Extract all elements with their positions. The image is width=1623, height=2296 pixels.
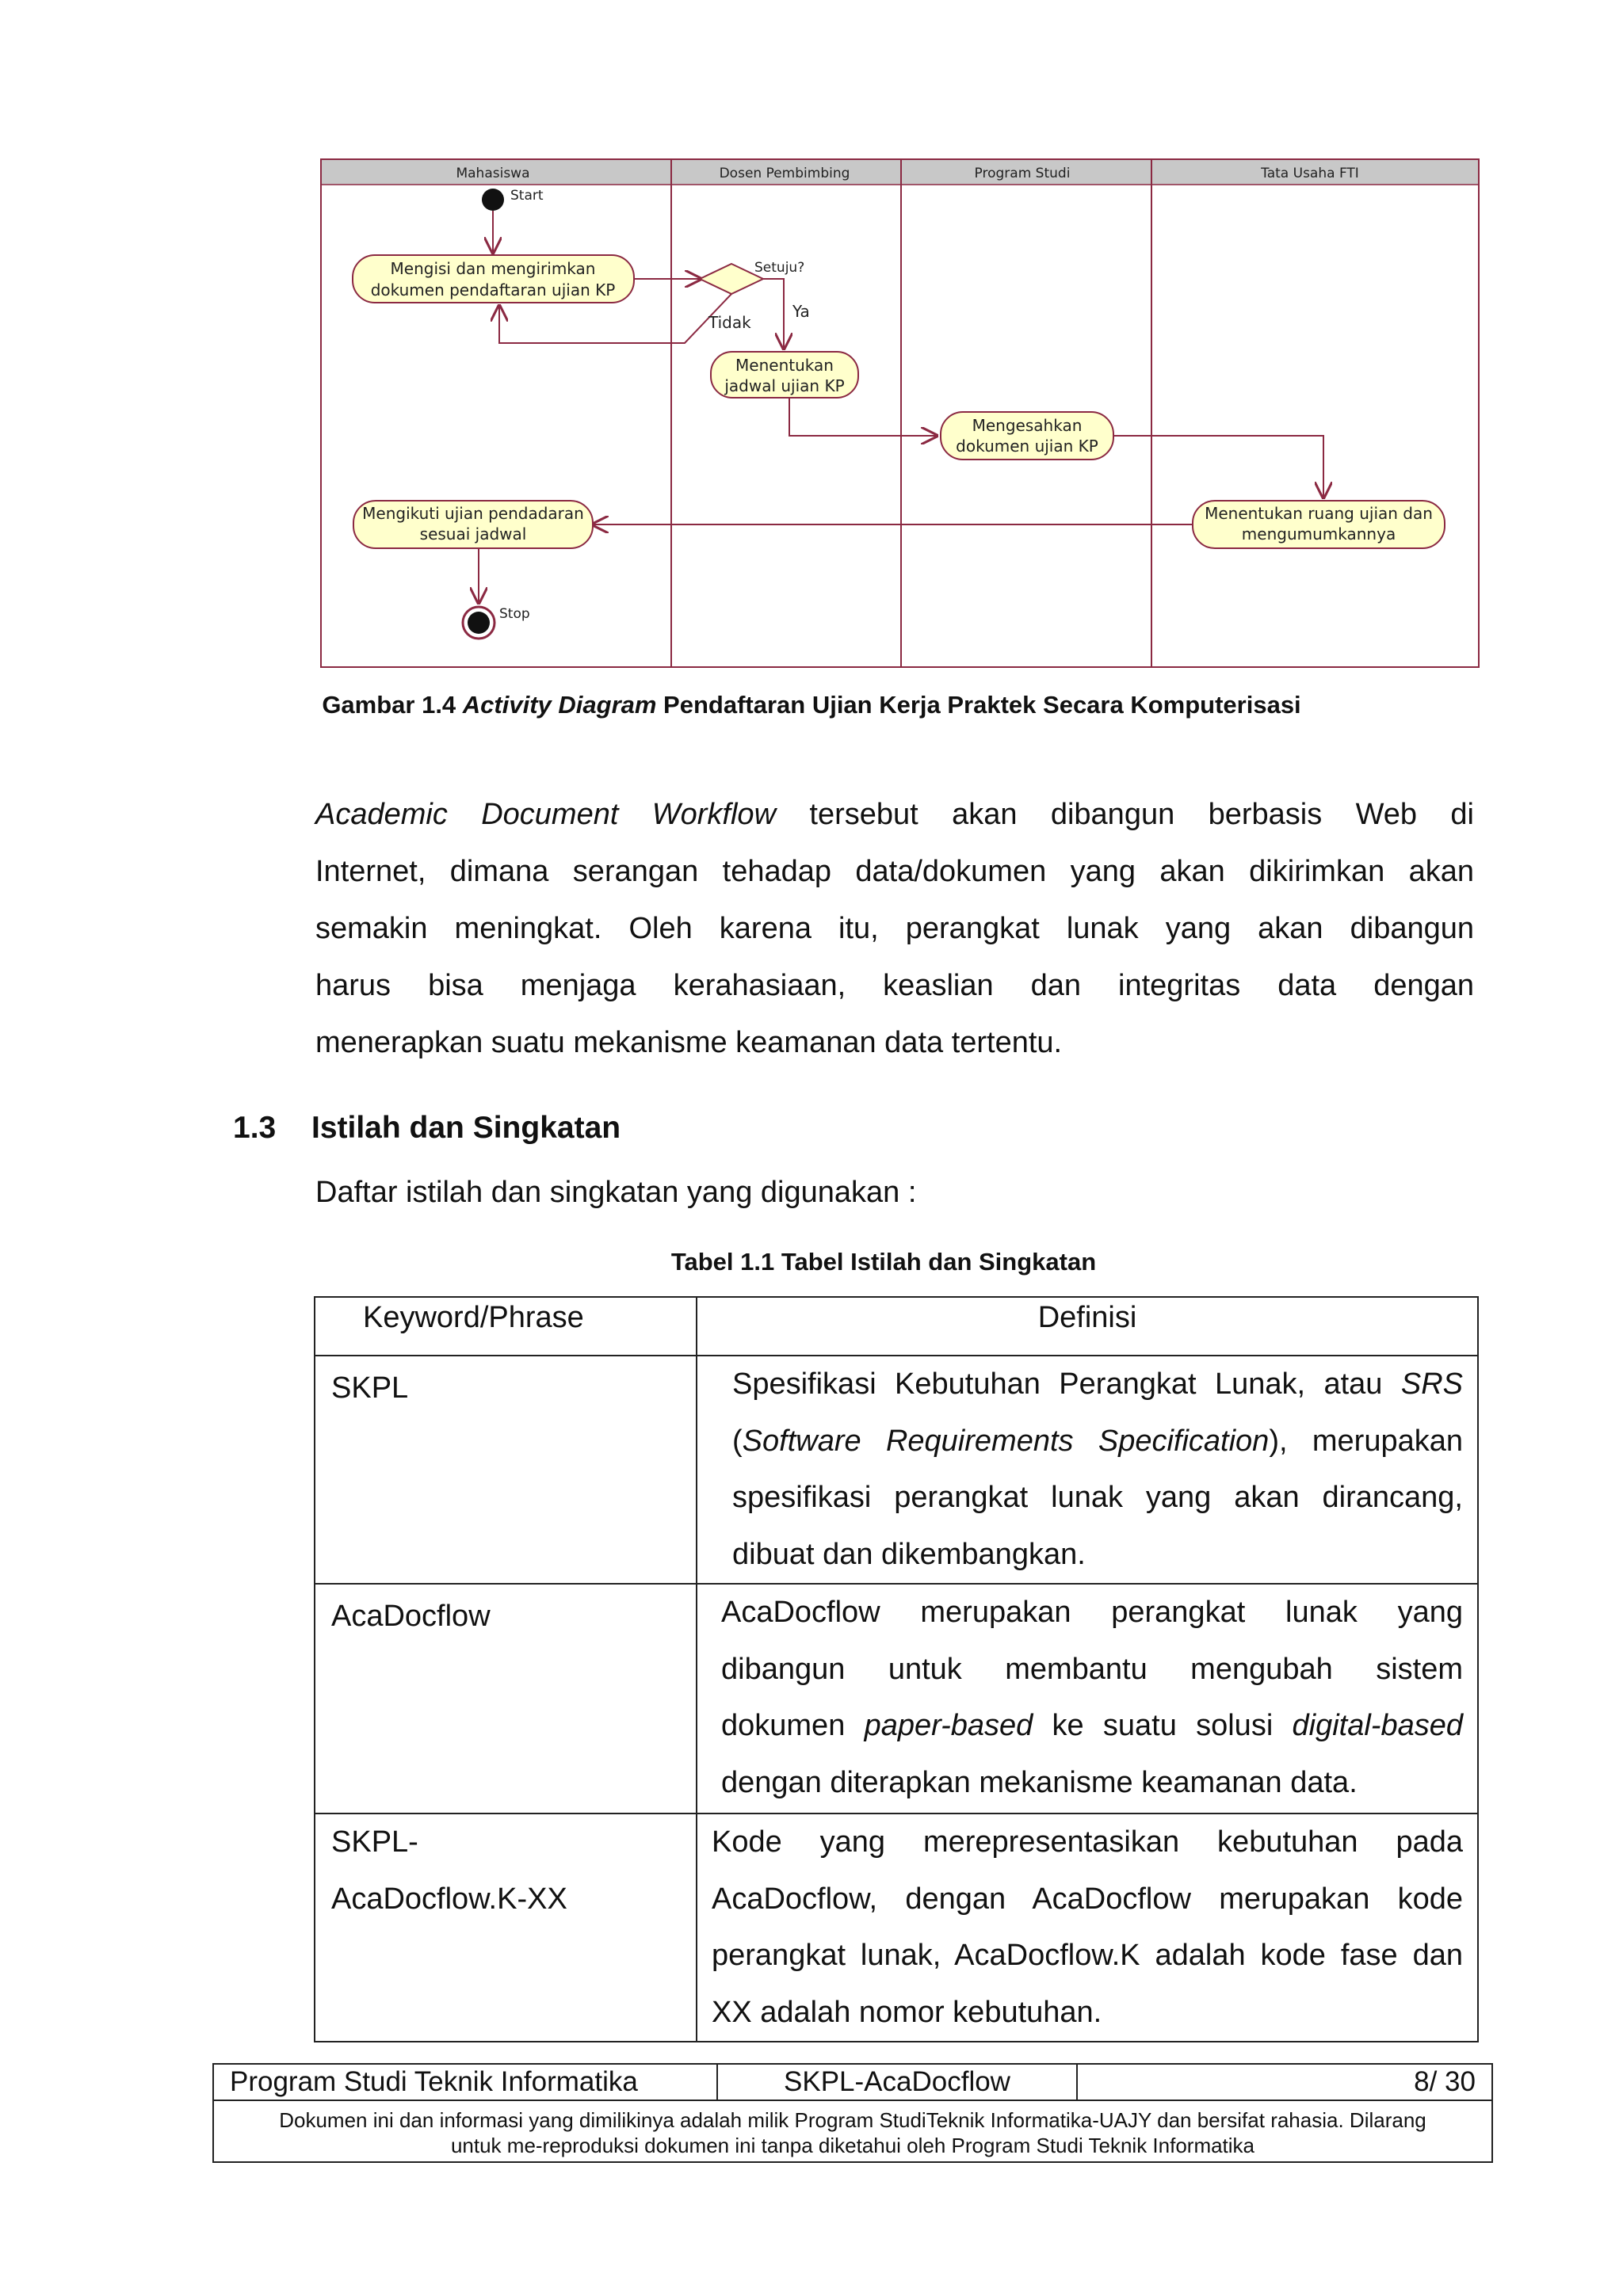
definition-line (721, 1698, 1463, 1755)
paragraph-line: semakin meningkat. Oleh karena itu, perangkat lunak yang akan dibangun (315, 912, 1474, 945)
start-label: Start (510, 188, 544, 204)
paragraph-text: tersebut akan dibangun berbasis Web di (776, 798, 1474, 831)
table-header-row (315, 1297, 1478, 1356)
activity-label: dokumen ujian KP (956, 437, 1098, 456)
table-row (315, 1584, 1478, 1814)
keyword-text: SKPL (331, 1371, 409, 1405)
section-number: 1.3 (233, 1111, 277, 1145)
table-row (315, 1356, 1478, 1584)
paragraph-line: Internet, dimana serangan tehadap data/dokumen yang akan dikirimkan akan (315, 855, 1474, 888)
definition-line: spesifikasi perangkat lunak yang akan dirancang, (732, 1481, 1463, 1514)
definition-line: dibuat dan dikembangkan. (732, 1537, 1086, 1571)
definition-text: Spesifikasi Kebutuhan Perangkat Lunak, atau (732, 1367, 1401, 1401)
paragraph-line: menerapkan suatu mekanisme keamanan data tertentu. (315, 1026, 1063, 1059)
lane-mahasiswa: Mahasiswa (456, 166, 530, 181)
section-title: Istilah dan Singkatan (311, 1111, 621, 1145)
activity-label: Mengisi dan mengirimkan (390, 259, 596, 278)
definition-line: perangkat lunak, AcaDocflow.K adalah kode fase dan (712, 1939, 1463, 1972)
definition-cell (697, 1584, 1478, 1814)
definition-line: dibangun untuk membantu mengubah sistem (721, 1652, 1463, 1686)
table-caption: Tabel 1.1 Tabel Istilah dan Singkatan (670, 1248, 1097, 1276)
activity-diagram (320, 158, 1480, 668)
stop-label: Stop (499, 606, 530, 622)
footer-info-row (214, 2065, 1491, 2101)
caption-prefix: Gambar 1.4 (322, 691, 463, 719)
activity-label: mengumumkannya (1241, 524, 1396, 543)
definition-cell (697, 1356, 1478, 1584)
caption-italic: Activity Diagram (462, 691, 657, 719)
lane-dosen-pembimbing: Dosen Pembimbing (719, 166, 850, 181)
footer-notice-line: untuk me-reproduksi dokumen ini tanpa diketahui oleh Program Studi Teknik Informatika (450, 2134, 1255, 2157)
definition-text: ), merupakan (1269, 1424, 1463, 1458)
section-intro: Daftar istilah dan singkatan yang digunakan : (315, 1176, 917, 1209)
definition-italic: SRS (1400, 1367, 1463, 1401)
paragraph-line (315, 797, 1474, 832)
definition-line: XX adalah nomor kebutuhan. (712, 1995, 1102, 2029)
glossary-table (314, 1296, 1479, 2042)
footer-notice (214, 2101, 1491, 2161)
lane-tata-usaha-fti: Tata Usaha FTI (1261, 166, 1359, 181)
definition-italic: digital-based (1292, 1709, 1463, 1742)
definition-line: AcaDocflow merupakan perangkat lunak yang (721, 1596, 1463, 1629)
activity-label: Menentukan (735, 356, 834, 375)
footer-page-number: 8/ 30 (1414, 2066, 1476, 2097)
decision-label: Setuju? (754, 260, 805, 276)
footer-program: Program Studi Teknik Informatika (214, 2065, 718, 2100)
definition-text: ( (732, 1424, 743, 1458)
keyword-text: AcaDocflow (331, 1600, 491, 1633)
definition-text: dokumen (721, 1709, 865, 1742)
activity-label: sesuai jadwal (419, 524, 527, 543)
paragraph-italic: Academic Document Workflow (315, 798, 777, 831)
definition-cell (697, 1814, 1478, 2042)
keyword-text: SKPL- (331, 1825, 418, 1859)
lane-program-studi: Program Studi (974, 166, 1071, 181)
definition-line (732, 1413, 1463, 1470)
definition-line: dengan diterapkan mekanisme keamanan data. (721, 1765, 1358, 1799)
definition-line (732, 1356, 1463, 1413)
footer-document-id: SKPL-AcaDocflow (718, 2065, 1078, 2100)
page-footer (212, 2063, 1493, 2163)
activity-label: Mengikuti ujian pendadaran (362, 504, 584, 523)
yes-label: Ya (792, 302, 810, 321)
activity-label: dokumen pendaftaran ujian KP (370, 280, 616, 299)
definition-line: Kode yang merepresentasikan kebutuhan pada (712, 1825, 1463, 1859)
table-row (315, 1814, 1478, 2042)
keyword-text: AcaDocflow.K-XX (331, 1882, 567, 1916)
definition-italic: Software Requirements Specification (742, 1424, 1270, 1458)
caption-suffix: Pendaftaran Ujian Kerja Praktek Secara Komputerisasi (656, 691, 1301, 719)
definition-text: ke suatu solusi (1033, 1709, 1293, 1742)
start-node (482, 189, 504, 211)
header-definition: Definisi (697, 1297, 1478, 1356)
keyword-cell (315, 1814, 697, 2042)
figure-caption (0, 691, 1623, 719)
diagram-frame (321, 159, 1479, 667)
activity-label: jadwal ujian KP (724, 376, 845, 395)
keyword-cell (315, 1584, 697, 1814)
definition-line: AcaDocflow, dengan AcaDocflow merupakan kode (712, 1882, 1463, 1916)
paragraph-line: harus bisa menjaga kerahasiaan, keaslian dan integritas data dengan (315, 969, 1474, 1002)
definition-italic: paper-based (864, 1709, 1033, 1742)
keyword-cell (315, 1356, 697, 1584)
activity-label: Menentukan ruang ujian dan (1205, 504, 1433, 523)
no-label: Tidak (708, 313, 751, 332)
header-keyword: Keyword/Phrase (315, 1297, 697, 1356)
activity-label: Mengesahkan (972, 416, 1083, 435)
footer-notice-line: Dokumen ini dan informasi yang dimilikinya adalah milik Program StudiTeknik Informatika-UAJY dan bersifat rahasia. Dilarang (279, 2108, 1426, 2132)
